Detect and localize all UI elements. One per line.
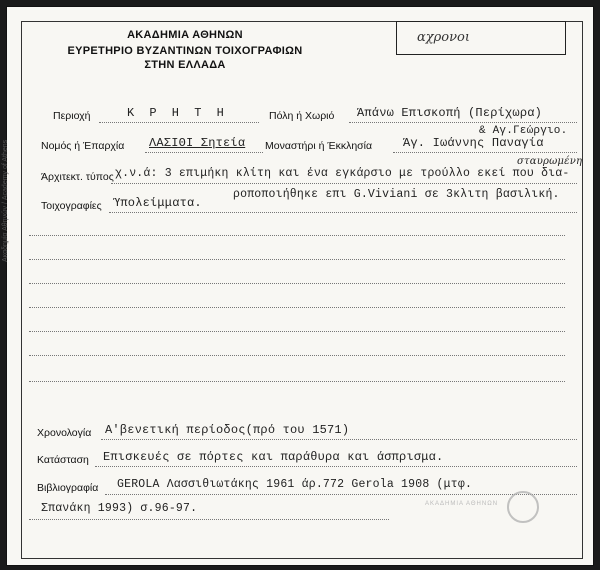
ruled-line [29, 235, 565, 236]
label-prefecture: Νομός ή Έπαρχία [41, 140, 125, 152]
value-monastery: Άγ. Ιωάννης Παναγία [403, 136, 544, 150]
label-dating: Χρονολογία [37, 427, 92, 439]
dotline-prefecture [145, 152, 263, 153]
label-bibliography: Βιβλιογραφία [37, 482, 99, 494]
stamp-handwriting: αχρονοι [417, 30, 470, 45]
value-town: Άπάνω Επισκοπή (Περίχωρα) [357, 106, 543, 120]
dotline-monastery [393, 152, 577, 153]
header-academy: ΑΚΑΔΗΜΙΑ ΑΘΗΝΩΝ [127, 29, 243, 41]
value-dating: Α'βενετική περίοδος(πρό του 1571) [105, 423, 350, 437]
dotline-frescoes [109, 212, 577, 213]
header-greece: ΣΤΗΝ ΕΛΛΑΔΑ [144, 59, 226, 71]
value-prefecture: ΛΑΣΙΘΙ Σητεία [149, 136, 246, 150]
academy-seal-icon [507, 491, 539, 523]
header-index: ΕΥΡΕΤΗΡΙΟ ΒΥΖΑΝΤΙΝΩΝ ΤΟΙΧΟΓΡΑΦΙΩΝ [67, 45, 303, 57]
value-architecture-2: ροποποιήθηκε επι G.Viviani σε 3κλιτη βασιλική. [233, 188, 560, 201]
ruled-line [29, 259, 565, 260]
archive-stamp-box [396, 21, 566, 55]
ruled-line [29, 381, 565, 382]
label-architecture: Άρχιτεκτ. τύπος [41, 171, 114, 183]
value-condition: Επισκευές σε πόρτες και παράθυρα και άσπρισμα. [103, 450, 444, 464]
index-card [2, 6, 594, 566]
label-region: Περιοχή [53, 110, 91, 122]
value-architecture-1: χ.ν.ά: 3 επιμήκη κλίτη και ένα εγκάρσιο με τρούλλο εκεί που δια- [115, 167, 570, 180]
ruled-line [29, 283, 565, 284]
value-bibliography-1: GEROLA Λασσιθιωτάκης 1961 άρ.772 Gerola 1908 (μτφ. [117, 478, 473, 491]
ruled-line [29, 355, 565, 356]
value-monastery-note: σταυρωμένη [517, 156, 583, 167]
dotline-bibliography [105, 494, 577, 495]
label-town: Πόλη ή Χωριό [269, 110, 335, 122]
label-frescoes: Τοιχογραφίες [41, 200, 102, 212]
sidebar-credit: Ακαδημία Αθηνών / Academy of Athens [2, 139, 9, 262]
dotline-architecture [111, 183, 577, 184]
value-region: Κ Ρ Η Τ Η [127, 106, 228, 120]
ruled-line [29, 307, 565, 308]
watermark-text: ΑΚΑΔΗΜΙΑ ΑΘΗΝΩΝ [425, 501, 499, 507]
label-monastery: Μοναστήρι ή Έκκλησία [265, 140, 373, 152]
label-condition: Κατάσταση [37, 454, 89, 466]
value-also-church: & Αγ.Γεώργιο. [479, 125, 568, 137]
value-bibliography-2: Σπανάκη 1993) σ.96-97. [41, 502, 198, 515]
dotline-town [349, 122, 577, 123]
dotline-region [99, 122, 259, 123]
value-frescoes: Ύπολείμματα. [113, 196, 202, 210]
ruled-line [29, 519, 389, 520]
dotline-dating [101, 439, 577, 440]
ruled-line [29, 331, 565, 332]
dotline-condition [95, 466, 577, 467]
